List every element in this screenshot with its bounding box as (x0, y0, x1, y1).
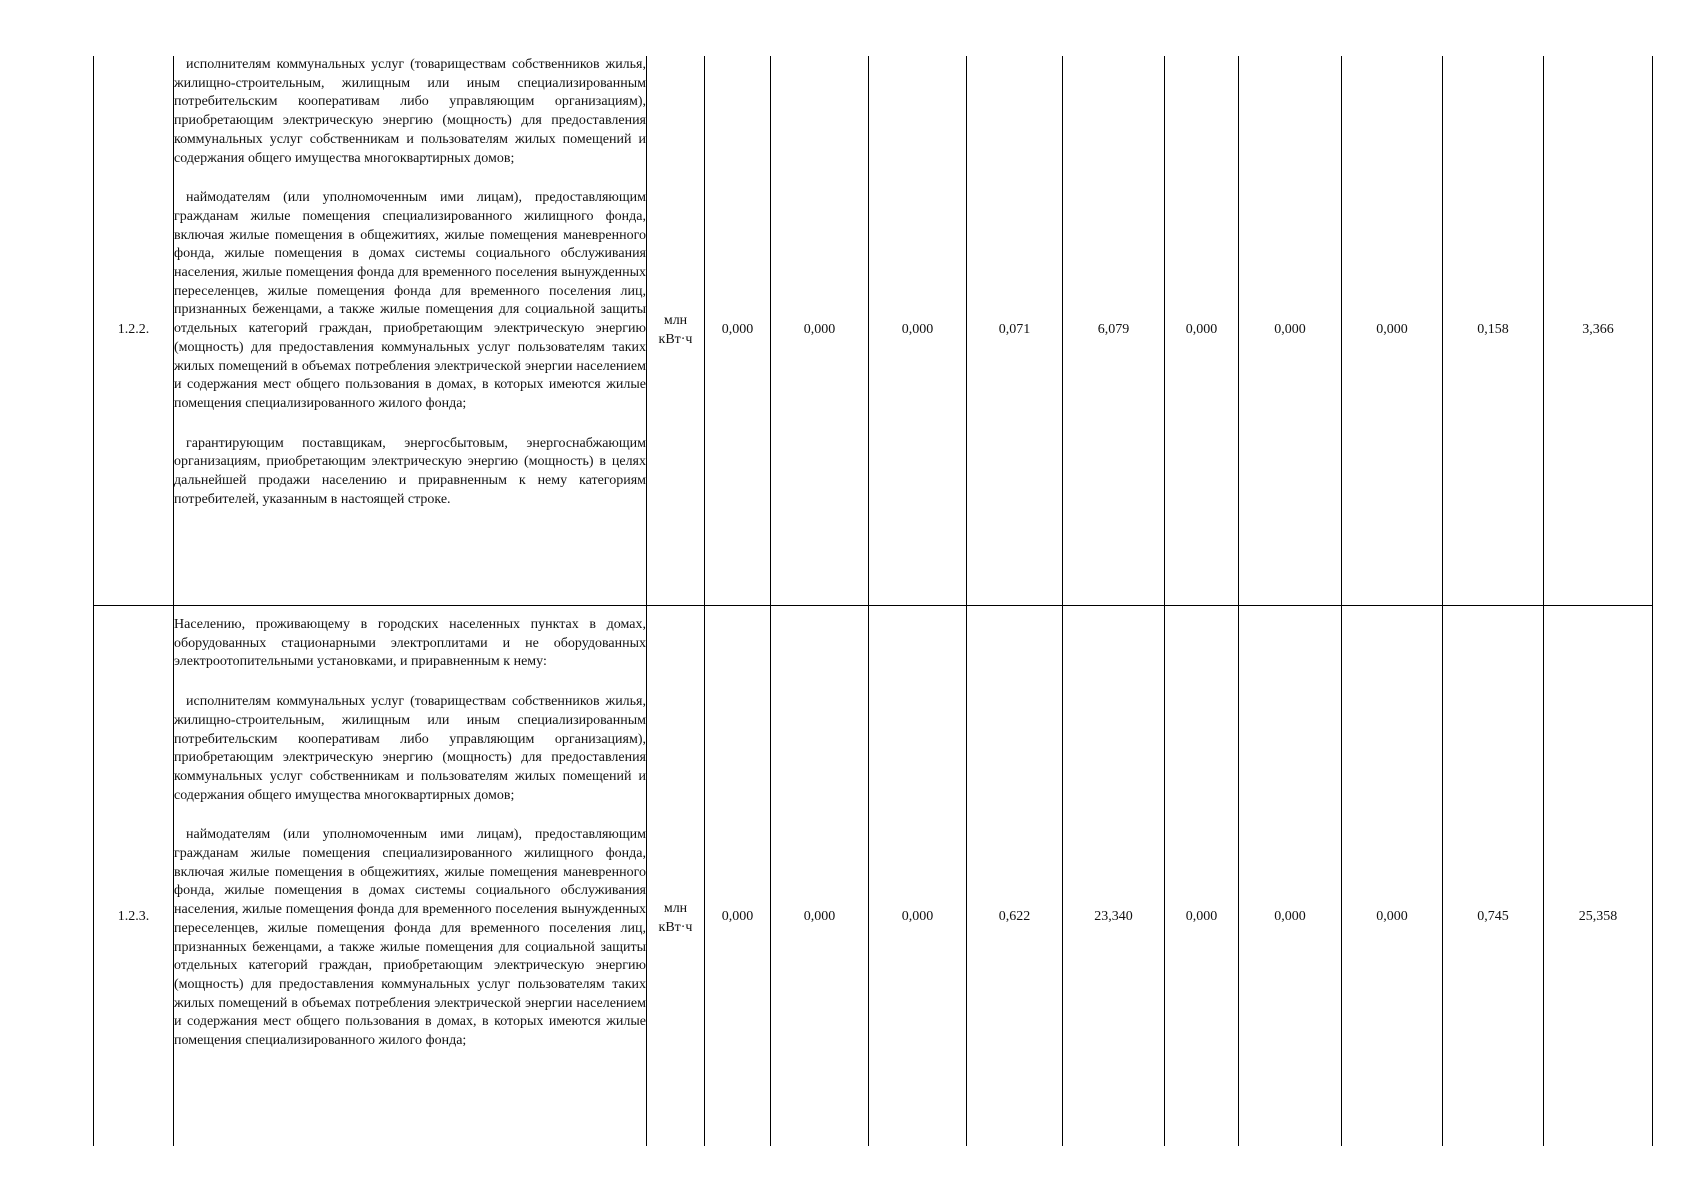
value-cell: 0,745 (1443, 606, 1544, 1147)
unit-cell: млн кВт·ч (647, 56, 705, 606)
tariff-table (93, 56, 1653, 1146)
value-cell: 0,000 (1239, 56, 1342, 606)
value-cell: 23,340 (1063, 606, 1165, 1147)
value-cell: 0,071 (967, 56, 1063, 606)
value-cell: 0,000 (869, 606, 967, 1147)
value-cell: 6,079 (1063, 56, 1165, 606)
paragraph: наймодателям (или уполномоченным ими лицам), предоставляющим гражданам жилые помещения специализированного жилищного фонда, включая жилые помещения в общежитиях, жилые помещения маневренного фонда, жилые помещения в домах системы социального обслуживания населения, жилые помещения фонда для временного поселения вынужденных переселенцев, жилые помещения фонда для временного поселения лиц, признанных беженцами, а также жилые помещения для социальной защиты отдельных категорий граждан, приобретающим электрическую энергию (мощность) для предоставления коммунальных услуг пользователям таких жилых помещений в объемах потребления электрической энергии населением и содержания мест общего пользования в домах, в которых имеются жилые помещения специализированного жилого фонда; (174, 190, 646, 411)
value-cell: 0,000 (771, 606, 869, 1147)
value-cell: 0,622 (967, 606, 1063, 1147)
value-cell: 0,000 (771, 56, 869, 606)
paragraph: исполнителям коммунальных услуг (товариществам собственников жилья, жилищно-строительным, жилищным или иным специализированным потребительским кооперативам либо управляющим организациям), приобретающим электрическую энергию (мощность) для предоставления коммунальных услуг собственникам и пользователям жилых помещений и содержания общего имущества многоквартирных домов; (174, 57, 646, 166)
value-cell: 0,000 (869, 56, 967, 606)
value-cell: 0,000 (1239, 606, 1342, 1147)
value-cell: 0,000 (1342, 606, 1443, 1147)
value-cell: 0,158 (1443, 56, 1544, 606)
value-cell: 25,358 (1544, 606, 1653, 1147)
table-row (94, 56, 1653, 606)
row-description (174, 606, 647, 1147)
value-cell: 0,000 (1165, 606, 1239, 1147)
row-description (174, 56, 647, 606)
table-row (94, 606, 1653, 1147)
row-number: 1.2.2. (94, 56, 174, 606)
value-cell: 0,000 (1165, 56, 1239, 606)
unit-cell: млн кВт·ч (647, 606, 705, 1147)
row-number: 1.2.3. (94, 606, 174, 1147)
paragraph-lead: Населению, проживающему в городских населенных пунктах в домах, оборудованных стационарными электроплитами и не оборудованных электроотопительными установками, и приравненным к нему: (174, 617, 646, 670)
value-cell: 0,000 (1342, 56, 1443, 606)
paragraph: исполнителям коммунальных услуг (товариществам собственников жилья, жилищно-строительным, жилищным или иным специализированным потребительским кооперативам либо управляющим организациям), приобретающим электрическую энергию (мощность) для предоставления коммунальных услуг собственникам и пользователям жилых помещений и содержания общего имущества многоквартирных домов; (174, 694, 646, 803)
value-cell: 0,000 (705, 606, 771, 1147)
paragraph: гарантирующим поставщикам, энергосбытовым, энергоснабжающим организациям, приобретающим электрическую энергию (мощность) в целях дальнейшей продажи населению и приравненным к нему категориям потребителей, указанным в настоящей строке. (174, 435, 646, 507)
value-cell: 3,366 (1544, 56, 1653, 606)
paragraph: наймодателям (или уполномоченным ими лицам), предоставляющим гражданам жилые помещения специализированного жилищного фонда, включая жилые помещения в общежитиях, жилые помещения маневренного фонда, жилые помещения в домах системы социального обслуживания населения, жилые помещения фонда для временного поселения вынужденных переселенцев, жилые помещения фонда для временного поселения лиц, признанных беженцами, а также жилые помещения для социальной защиты отдельных категорий граждан, приобретающим электрическую энергию (мощность) для предоставления коммунальных услуг пользователям таких жилых помещений в объемах потребления электрической энергии населением и содержания мест общего пользования в домах, в которых имеются жилые помещения специализированного жилого фонда; (174, 827, 646, 1049)
value-cell: 0,000 (705, 56, 771, 606)
